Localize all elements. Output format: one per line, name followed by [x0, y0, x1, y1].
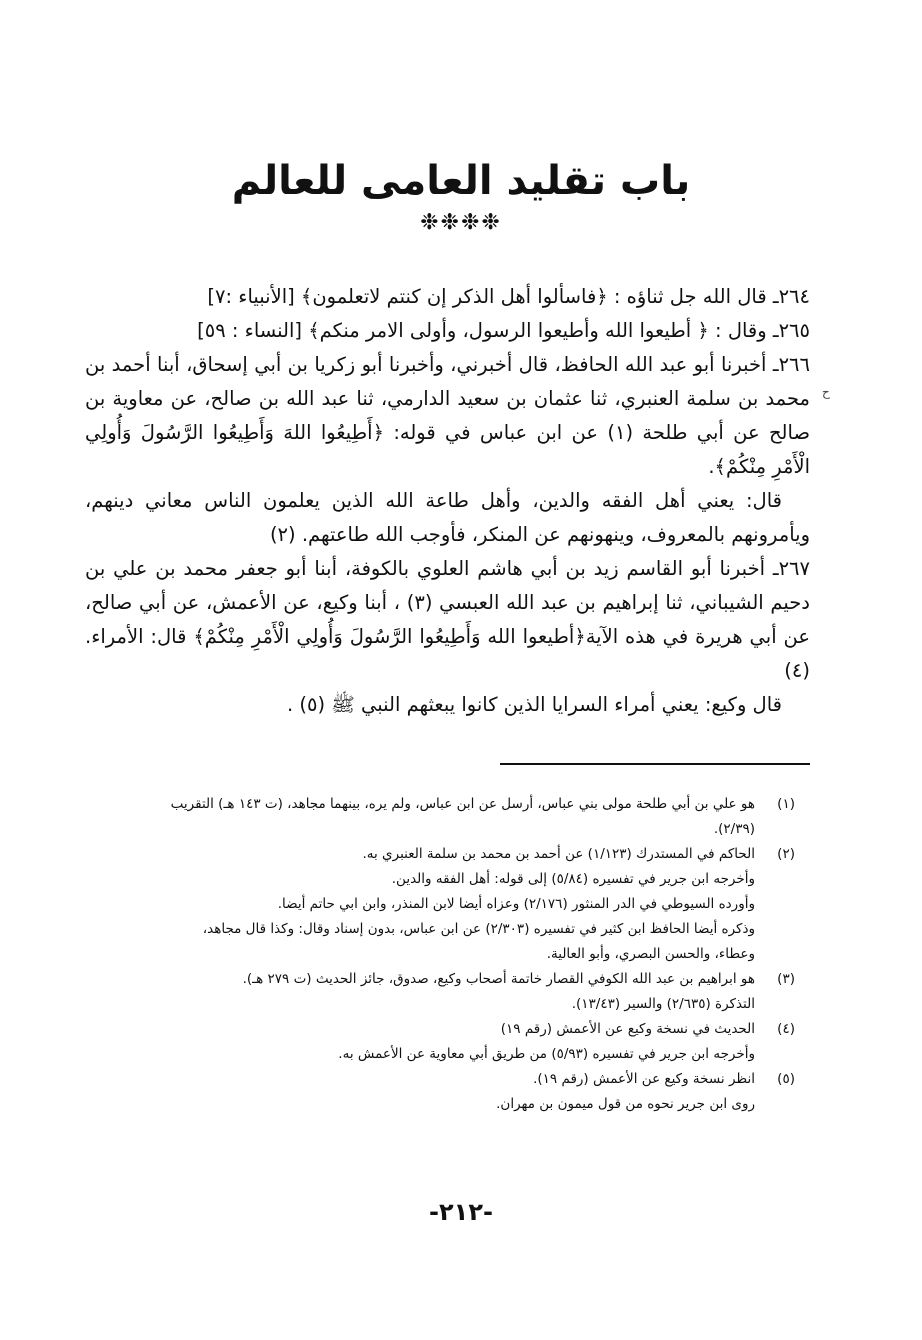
hadith-265: ٢٦٥ـ وقال : ﴿ أطيعوا الله وأطيعوا الرسول، وأولى الامر منكم﴾ [النساء : ٥٩] — [197, 319, 810, 342]
footnote-line: وعطاء، والحسن البصري، وأبو العالية. — [546, 946, 755, 962]
footnote-line: الحديث في نسخة وكيع عن الأعمش (رقم ١٩) — [500, 1021, 755, 1037]
footnote — [105, 967, 795, 1017]
footnote-line: روى ابن جرير نحوه من قول ميمون بن مهران. — [496, 1096, 755, 1112]
footnote-number: (٤) — [777, 1021, 795, 1037]
footnote-number: (٢) — [777, 846, 795, 862]
footnote-line: وأورده السيوطي في الدر المنثور (٢/١٧٦) وعزاه أيضا لابن المنذر، وابن ابي حاتم أيضا. — [277, 896, 755, 912]
footnote — [105, 792, 795, 842]
margin-mark: ح — [822, 385, 830, 399]
footnote-number: (٥) — [777, 1071, 795, 1087]
title-ornament: ❉❉❉❉ — [420, 210, 502, 235]
footnote-number: (٣) — [777, 971, 795, 987]
footnote-number: (١) — [777, 796, 795, 812]
footnote-line: هو علي بن أبي طلحة مولى بني عباس، أرسل عن ابن عباس، ولم يره، بينهما مجاهد، (ت ١٤٣ هـ) التقريب — [170, 796, 755, 812]
footnote-line: وأخرجه ابن جرير في تفسيره (٥/٨٤) إلى قوله: أهل الفقه والدين. — [391, 871, 755, 887]
footnote-line: الحاكم في المستدرك (١/١٢٣) عن أحمد بن محمد بن سلمة العنبري به. — [362, 846, 755, 862]
hadith-266: ٢٦٦ـ أخبرنا أبو عبد الله الحافظ، قال أخبرني، وأخبرنا أبو زكريا بن أبي إسحاق، أبنا أحمد بن محمد بن سلمة العنبري، ثنا عثمان بن سعيد الدارمي، ثنا عبد الله بن صالح، عن معاوية بن صالح عن أبي طلحة (١) عن ابن عباس في قوله: ﴿أَطِيعُوا اللهَ وَأَطِيعُوا الرَّسُولَ وَأُولِي الْأَمْرِ مِنْكُمْ﴾. — [85, 353, 810, 478]
footnote-line: هو ابراهيم بن عبد الله الكوفي القصار خاتمة أصحاب وكيع، صدوق، جائز الحديث (ت ٢٧٩ هـ). — [242, 971, 755, 987]
footnote-line: انظر نسخة وكيع عن الأعمش (رقم ١٩). — [533, 1071, 755, 1087]
footnote-line: (٢/٣٩). — [713, 821, 755, 837]
footnotes — [105, 792, 795, 1117]
hadith-267: ٢٦٧ـ أخبرنا أبو القاسم زيد بن أبي هاشم العلوي بالكوفة، أبنا أبو جعفر محمد بن علي بن دحيم الشيباني، ثنا إبراهيم بن عبد الله العبسي (٣) ، أبنا وكيع، عن الأعمش، عن أبي صالح، عن أبي هريرة في هذه الآية﴿أطيعوا الله وَأَطِيعُوا الرَّسُولَ وَأُولِي الْأَمْرِ مِنْكُمْ﴾ قال: الأمراء. (٤) — [85, 557, 810, 682]
hadith-267-commentary: قال وكيع: يعني أمراء السرايا الذين كانوا يبعثهم النبي ﷺ (٥) . — [286, 693, 782, 716]
footnote — [105, 1067, 795, 1117]
hadith-264: ٢٦٤ـ قال الله جل ثناؤه : ﴿فاسألوا أهل الذكر إن كنتم لاتعلمون﴾ [الأنبياء :٧] — [207, 285, 810, 308]
footnote — [105, 1017, 795, 1067]
main-text — [85, 280, 810, 722]
footnote-line: وأخرجه ابن جرير في تفسيره (٥/٩٣) من طريق أبي معاوية عن الأعمش به. — [338, 1046, 755, 1062]
footnote-divider — [500, 763, 810, 765]
page-number: -٢١٢- — [429, 1198, 493, 1226]
footnote-line: التذكرة (٢/٦٣٥) والسير (١٣/٤٣). — [571, 996, 755, 1012]
chapter-title: باب تقليد العامى للعالم — [231, 158, 691, 204]
footnote — [105, 842, 795, 967]
hadith-266-commentary: قال: يعني أهل الفقه والدين، وأهل طاعة الله الذين يعلمون الناس معاني دينهم، ويأمرونهم بالمعروف، وينهونهم عن المنكر، فأوجب الله طاعتهم. (٢) — [85, 489, 810, 546]
footnote-line: وذكره أيضا الحافظ ابن كثير في تفسيره (٢/٣٠٣) عن ابن عباس، بدون إسناد وقال: وكذا قال مجاهد، — [202, 921, 755, 937]
